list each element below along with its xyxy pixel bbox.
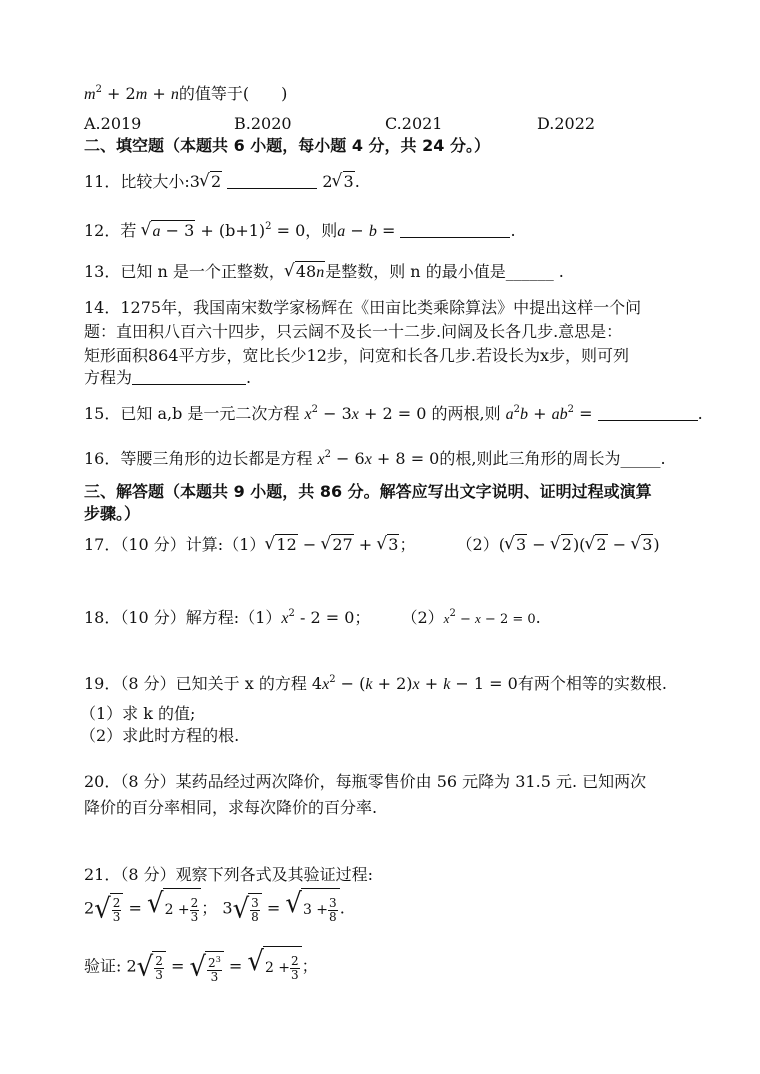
q10-tail: 的值等于( ) — [178, 84, 288, 103]
q15-line: 15．已知 a,b 是一元二次方程 $x^2 - 3x + 2 = 0$ 的两根,则 $a^2b + ab^2$ = . — [84, 404, 703, 423]
q13-number: 13． — [84, 262, 121, 281]
q19-tail: 有两个相等的实数根. — [517, 674, 667, 693]
q14-line-2: 题：直田积八百六十四步，只云阔不及长一十二步.问阔及长各几步.意思是： — [84, 322, 623, 341]
q10-line: $m^2 + 2m + n$的值等于( ) — [84, 84, 288, 103]
q16-line: 16．等腰三角形的边长都是方程 $x^2 - 6x + 8 = 0$的根,则此三角形的周长为_____. — [84, 449, 666, 468]
q18-part2: （2） — [401, 608, 444, 627]
q10-option-c: C.2021 — [385, 114, 443, 133]
q12-blank — [400, 223, 510, 238]
section-3-heading-1: 三、解答题（本题共 9 小题，共 86 分。解答应写出文字说明、证明过程或演算 — [84, 482, 652, 501]
q12-pre: 若 — [120, 221, 137, 240]
q19-sub1: （1）求 k 的值; — [80, 704, 196, 723]
q20-line-2: 降价的百分率相同，求每次降价的百分率. — [84, 798, 378, 817]
q13-text2: 是整数，则 n 的最小值是______ . — [325, 262, 564, 281]
q17-part2: （2） — [456, 535, 499, 554]
q16-mid: 的根,则此三角形的周长为_____. — [439, 449, 666, 468]
q19-head: 19．（8 分）已知关于 x 的方程 — [84, 674, 307, 693]
q13-line: 13．已知 n 是一个正整数，√ 48n是整数，则 n 的最小值是______ . — [84, 262, 564, 283]
q12-number: 12． — [84, 221, 121, 240]
q15-pre: 已知 a,b 是一元二次方程 — [120, 404, 300, 423]
q11-blank — [227, 174, 317, 189]
q21-verify-label: 验证: — [84, 956, 122, 976]
q14-line-4-text: 方程为 — [84, 368, 133, 387]
q21-head: 21．（8 分）观察下列各式及其验证过程: — [84, 865, 374, 884]
q11-line: 11．比较大小:3√ 2 2√ 3. — [84, 172, 360, 192]
q14-line-3: 矩形面积864平方步，宽比长少12步，问宽和长各几步.若设长为x步，则可列 — [84, 346, 630, 365]
q19-sub2: （2）求此时方程的根. — [80, 726, 240, 745]
q10-option-d: D.2022 — [537, 114, 596, 133]
q16-number: 16． — [84, 449, 121, 468]
q16-pre: 等腰三角形的边长都是方程 — [120, 449, 313, 468]
q20-line-1: 20．（8 分）某药品经过两次降价，每瓶零售价由 56 元降为 31.5 元. 已知两次 — [84, 772, 647, 791]
q18-line: 18．（10 分）解方程$:(1)x^2 - 2 = 0$； $(2)x^2 - x - 2 = 0$. — [84, 608, 541, 627]
q19-line: 19．（8 分）已知关于 x 的方程 $4x^2 - (k + 2)x + k - 1 = 0$有两个相等的实数根. — [84, 674, 667, 693]
q14-blank — [132, 370, 246, 385]
q11-text: 比较大小: — [120, 172, 190, 191]
q21-examples: 2 √ $\frac{2}{3}$ = √ 2 + $\frac{2}{3}$ ； 3 √ $\frac{3}{8}$ = √ 3 + $\frac{3}{8}$ . — [84, 888, 345, 928]
q15-blank — [598, 406, 698, 421]
q12-line: 12．若 √ $a - 3 + (b+1)^2 = 0$，则a − b = . — [84, 217, 516, 242]
q17-line: 17．（10 分）计算:（1）√ 12 − √ 27 + √ 3； （2）(√ 3 − √ 2)(√ 2 − √ 3) — [84, 535, 660, 555]
q12-mid: ，则 — [305, 221, 338, 240]
q18-head: 18．（10 分）解方程:（1） — [84, 608, 282, 627]
q10-option-a: A.2019 — [84, 114, 142, 133]
section-2-heading: 二、填空题（本题共 6 小题，每小题 4 分，共 24 分。） — [84, 136, 490, 155]
q15-number: 15． — [84, 404, 121, 423]
q17-head: 17．（10 分）计算:（1） — [84, 535, 266, 554]
q15-mid: 的两根,则 — [431, 404, 501, 423]
q10-option-b: B.2020 — [234, 114, 292, 133]
q12-end: . — [510, 221, 516, 240]
q11-number: 11． — [84, 172, 121, 191]
section-3-heading-2: 步骤。） — [84, 504, 141, 523]
q21-verify: 验证: 2 √ $\frac{2}{3}$ = √ $\frac{2^3}{3}$ = √ 2 + $\frac{2}{3}$ ； — [84, 946, 318, 986]
q14-line-1: 14．1275年，我国南宋数学家杨辉在《田亩比类乘除算法》中提出这样一个问 — [84, 298, 642, 317]
q13-text: 已知 n 是一个正整数， — [120, 262, 285, 281]
q14-line-4: 方程为 . — [84, 368, 252, 387]
